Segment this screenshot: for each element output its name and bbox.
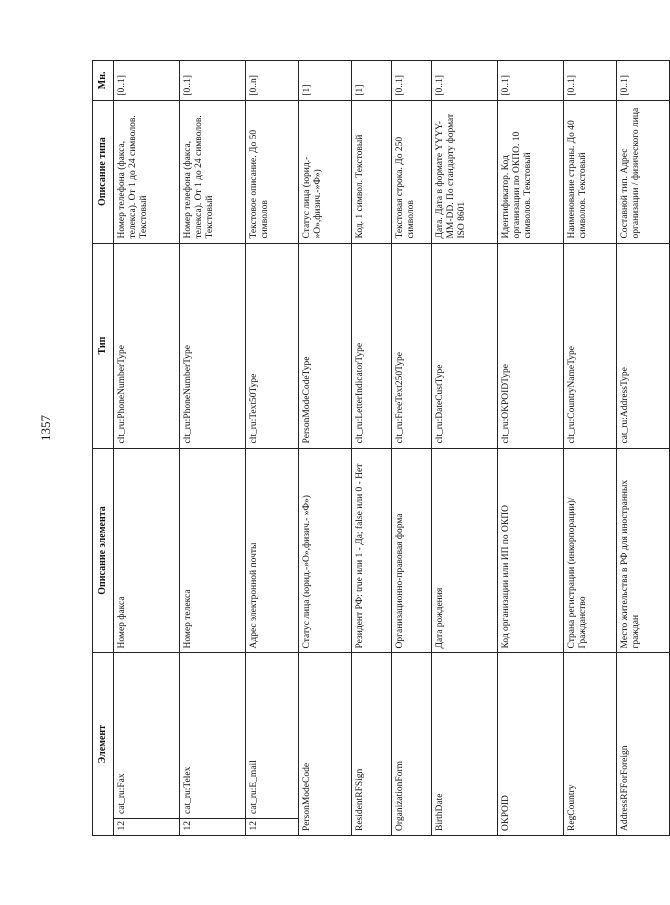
element-name: ResidentRFSign: [352, 653, 392, 836]
row-level-number: 12: [180, 818, 245, 835]
type-name: clt_ru:OKPOIDType: [498, 243, 564, 448]
type-name: clt_ru:PhoneNumberType: [114, 243, 180, 448]
multiplicity: [0..n]: [246, 61, 299, 101]
table-row: [299, 61, 352, 836]
multiplicity: [0..1]: [432, 61, 498, 101]
multiplicity: [0..1]: [114, 61, 180, 101]
table-header-row: [93, 61, 114, 836]
element-name: AddressRFForForeign: [617, 653, 670, 836]
element-description: Номер факса: [114, 448, 180, 653]
multiplicity: [0..1]: [498, 61, 564, 101]
element-description: Дата рождения: [432, 448, 498, 653]
element-description: Адрес электронной почты: [246, 448, 299, 653]
type-description: Составной тип. Адрес организации / физического лица: [617, 100, 670, 243]
element-name: PersonModeCode: [299, 653, 352, 836]
page-number: 1357: [38, 415, 53, 441]
multiplicity: [1]: [352, 61, 392, 101]
type-name: clt_ru:FreeText250Type: [392, 243, 432, 448]
multiplicity: [0..1]: [617, 61, 670, 101]
row-level-number: 12: [114, 818, 179, 835]
type-name: clt_ru:DateCustType: [432, 243, 498, 448]
table-row: [564, 61, 617, 836]
element-cell: [246, 653, 299, 836]
element-name: cat_ru:E_mail: [249, 760, 259, 814]
element-name: BirthDate: [432, 653, 498, 836]
type-description: Статус лица (юрид.- »О»,физич.-»Ф»): [299, 100, 352, 243]
type-name: clt_ru:CountryNameType: [564, 243, 617, 448]
element-description: Номер телекса: [180, 448, 246, 653]
header-element-description: Описание элемента: [93, 448, 114, 653]
table-row: [617, 61, 670, 836]
header-multiplicity: Мн.: [93, 61, 114, 101]
row-level-number: 12: [246, 818, 298, 835]
header-element: Элемент: [93, 653, 114, 836]
multiplicity: [0..1]: [392, 61, 432, 101]
type-description: Текстовое описание. До 50 символов: [246, 100, 299, 243]
header-type-description: Описание типа: [93, 100, 114, 243]
element-description: Место жительства в РФ для иностранных граждан: [617, 448, 670, 653]
header-type: Тип: [93, 243, 114, 448]
type-description: Текстовая строка. До 250 символов: [392, 100, 432, 243]
multiplicity: [1]: [299, 61, 352, 101]
element-name: OrganizationForm: [392, 653, 432, 836]
element-cell: [114, 653, 180, 836]
multiplicity: [0..1]: [180, 61, 246, 101]
type-description: Код. 1 символ. Текстовый: [352, 100, 392, 243]
element-description: Резидент РФ: true или 1 - Да; false или 0 - Нет: [352, 448, 392, 653]
type-description: Наименование страны. До 40 символов. Текстовый: [564, 100, 617, 243]
type-name: cat_ru:AddressType: [617, 243, 670, 448]
type-name: PersonModeCodeType: [299, 243, 352, 448]
type-name: clt_ru:LetterIndicatorType: [352, 243, 392, 448]
element-description: Код организации или ИП по ОКПО: [498, 448, 564, 653]
table-row: [180, 61, 246, 836]
table-row: [498, 61, 564, 836]
element-description: Организационно-правовая форма: [392, 448, 432, 653]
element-name: cat_ru:Fax: [117, 773, 127, 814]
multiplicity: [0..1]: [564, 61, 617, 101]
element-description: Страна регистрации (инкорпорации)/Гражданство: [564, 448, 617, 653]
type-description: Дата. Дата в формате YYYY-MM-DD. По стандарту формат ISO 8601: [432, 100, 498, 243]
element-description: Статус лица (юрид.-»О»,физич.- »Ф»): [299, 448, 352, 653]
element-name: cat_ru:Telex: [183, 766, 193, 814]
elements-table: [92, 60, 670, 836]
table-row: [392, 61, 432, 836]
type-name: clt_ru:Text50Type: [246, 243, 299, 448]
element-name: OKPOID: [498, 653, 564, 836]
document-table-wrapper: [92, 60, 642, 836]
type-description: Номер телефона (факса, телекса). От 1 до 24 символов. Текстовый: [180, 100, 246, 243]
table-row: [246, 61, 299, 836]
type-description: Номер телефона (факса, телекса). От 1 до 24 символов. Текстовый: [114, 100, 180, 243]
type-description: Идентификатор. Код организации по ОКПО. 10 символов. Текстовый: [498, 100, 564, 243]
element-cell: [180, 653, 246, 836]
table-row: [432, 61, 498, 836]
table-row: [352, 61, 392, 836]
type-name: clt_ru:PhoneNumberType: [180, 243, 246, 448]
element-name: RegCountry: [564, 653, 617, 836]
table-row: [114, 61, 180, 836]
